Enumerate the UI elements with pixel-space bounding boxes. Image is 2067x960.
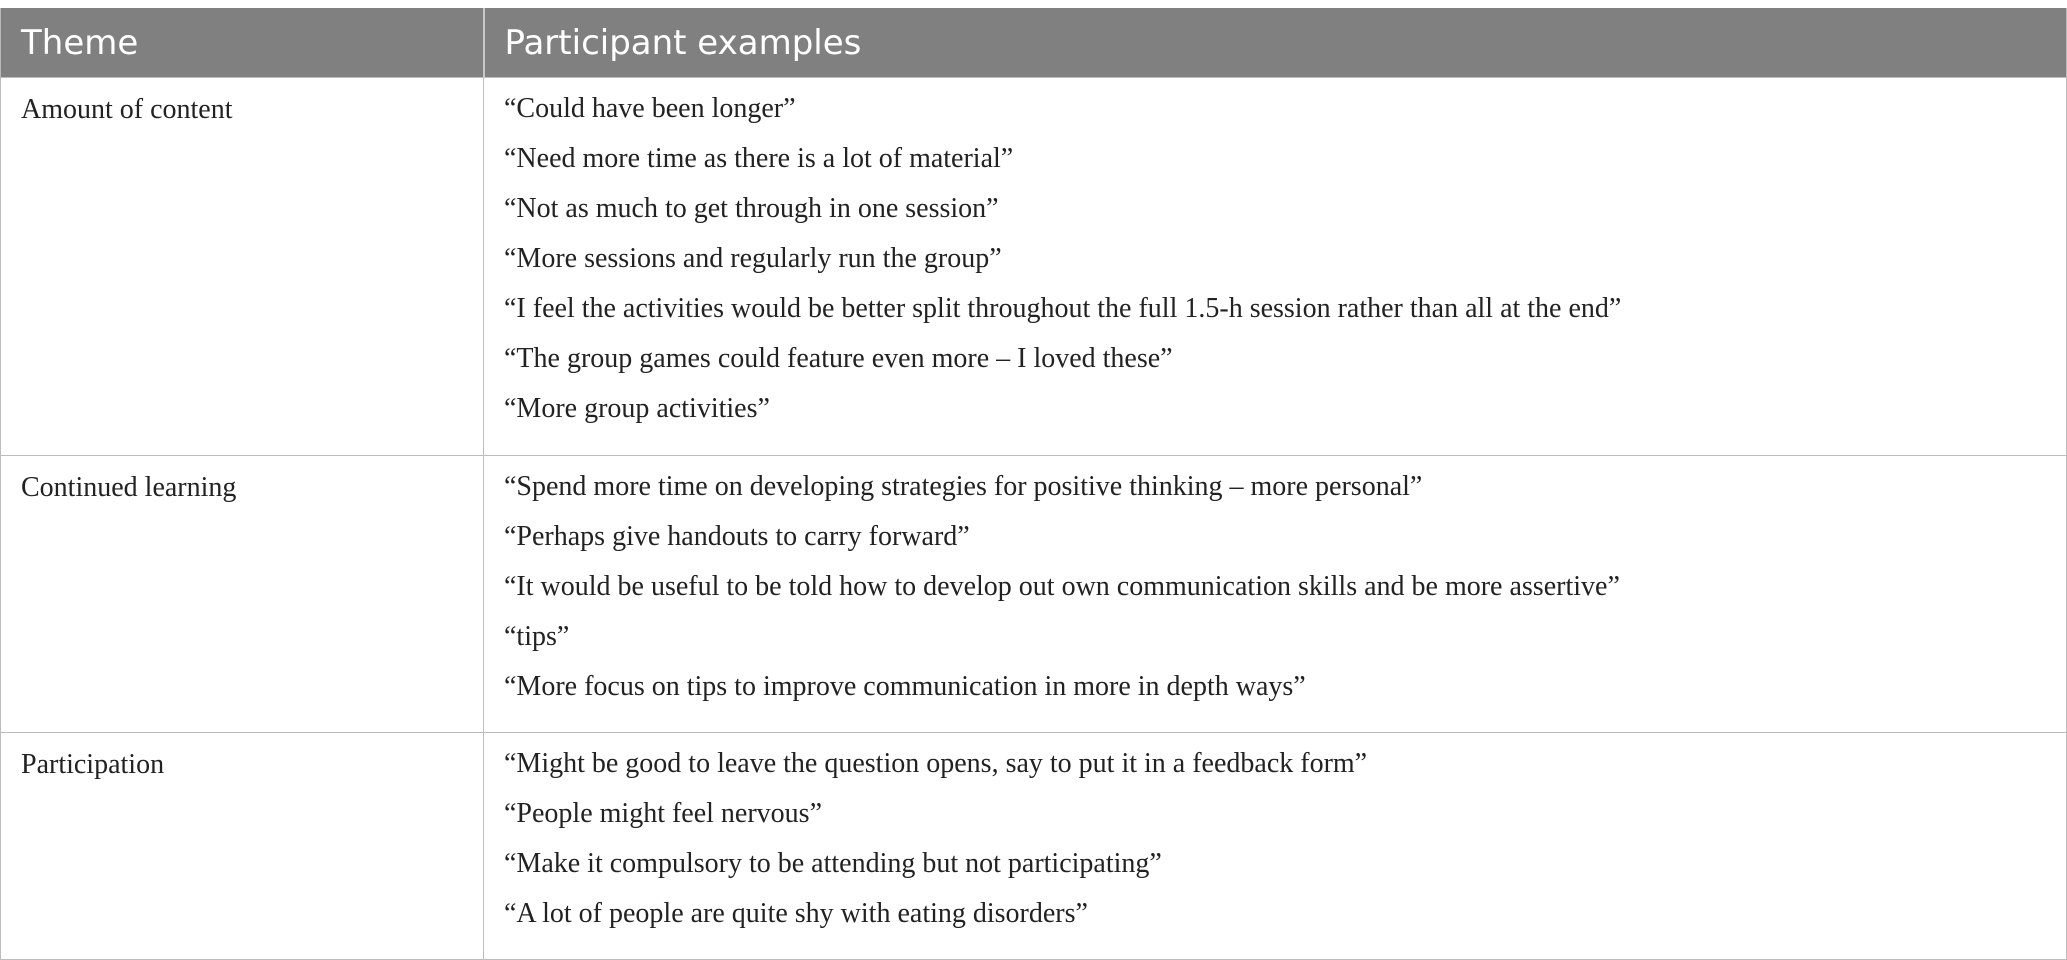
examples-cell [484,733,2067,960]
example-quote: “Might be good to leave the question opens, say to put it in a feedback form” [504,748,1368,779]
example-quote: “The group games could feature even more – I loved these” [504,343,1173,374]
table-body [1,78,2067,960]
table-header [1,8,2067,78]
table-row [1,78,2067,456]
theme-cell: Participation [1,733,484,960]
example-quote: “I feel the activities would be better split throughout the full 1.5-h session rather than all at the end” [504,293,1622,324]
example-quote: “People might feel nervous” [504,798,823,829]
example-quote: “Could have been longer” [504,93,796,124]
example-quote: “Not as much to get through in one session” [504,193,999,224]
example-quote: “It would be useful to be told how to develop out own communication skills and be more assertive” [504,571,1620,602]
example-quote: “Need more time as there is a lot of material” [504,143,1014,174]
examples-cell [484,456,2067,733]
themes-table [0,8,2067,960]
theme-cell: Amount of content [1,78,484,456]
theme-cell: Continued learning [1,456,484,733]
examples-list [504,78,2066,452]
example-quote: “tips” [504,621,570,652]
example-quote: “Spend more time on developing strategies for positive thinking – more personal” [504,471,1423,502]
header-theme: Theme [1,8,484,78]
examples-list [504,733,2066,957]
example-quote: “Perhaps give handouts to carry forward” [504,521,970,552]
example-quote: “More sessions and regularly run the group” [504,243,1002,274]
example-quote: “More focus on tips to improve communication in more in depth ways” [504,671,1306,702]
table-row [1,456,2067,733]
examples-list [504,456,2066,730]
example-quote: “More group activities” [504,393,770,424]
header-participant-examples: Participant examples [484,8,2067,78]
table-row [1,733,2067,960]
example-quote: “A lot of people are quite shy with eating disorders” [504,898,1088,929]
header-row [1,8,2067,78]
examples-cell [484,78,2067,456]
example-quote: “Make it compulsory to be attending but not participating” [504,848,1162,879]
